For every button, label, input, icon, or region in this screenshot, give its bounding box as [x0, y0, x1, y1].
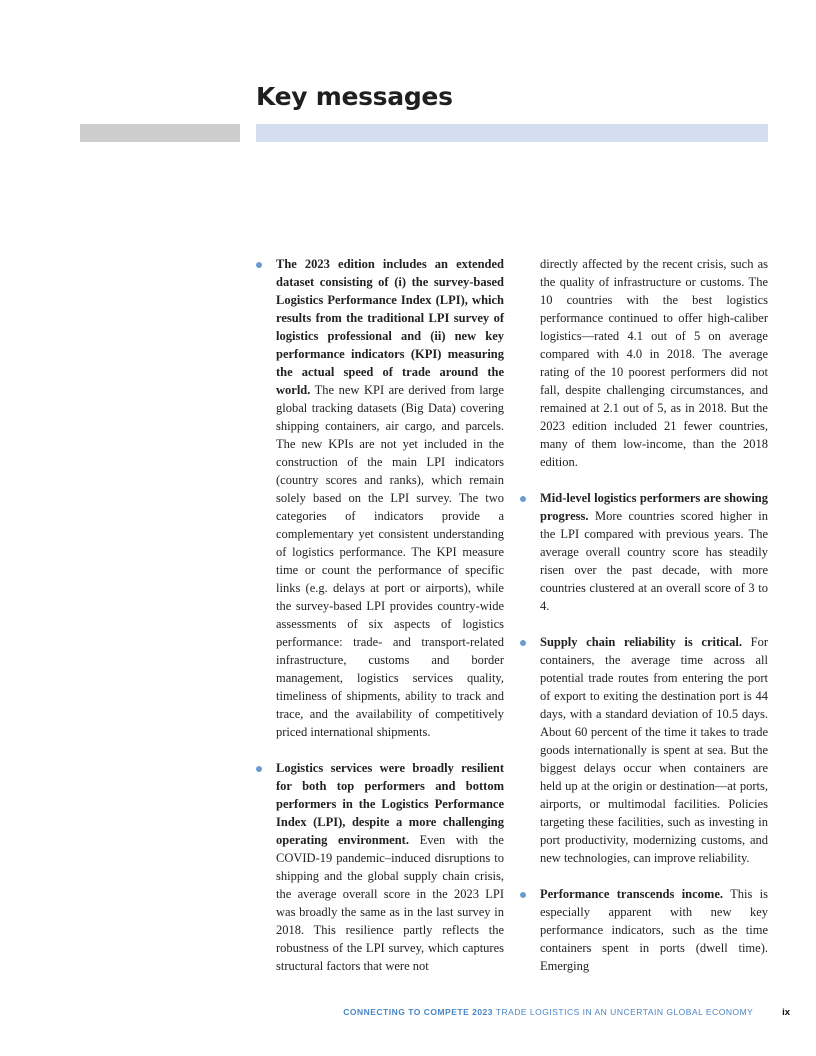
bullet-icon: [520, 496, 526, 502]
message-body: This is especially apparent with new key performance indicators, such as the time containers spent in ports (dwell time). Emerging: [540, 887, 768, 973]
message-item-4: [520, 633, 768, 867]
message-body: The new KPI are derived from large global tracking datasets (Big Data) covering shipping containers, air cargo, and parcels. The new KPIs are not yet included in the construction of the main LPI indicators (country scores and ranks), which remain solely based on the LPI survey. The two categories of indicators provide a complementary yet consistent understanding of logistics performance. The KPI measure time or count the performance of specific links (e.g. delays at port or airports), while the survey-based LPI provides country-wide assessments of six aspects of logistics performance: trade- and transport-related infrastructure, customs and border management, logistics services quality, timeliness of shipments, ability to track and trace, and the availability of competitively priced international shipments.: [276, 383, 504, 739]
bullet-icon: [256, 262, 262, 268]
page-title: Key messages: [256, 82, 453, 111]
page-footer: [343, 1007, 790, 1018]
message-lead: Mid-level logistics performers are showing progress.: [540, 491, 768, 523]
message-lead: Logistics services were broadly resilient for both top performers and bottom performers in the Logistics Performance Index (LPI), despite a more challenging operating environment.: [276, 761, 504, 847]
message-body: More countries scored higher in the LPI compared with previous years. The average overall country score has steadily risen over the past decade, with more countries clustered at an overall score of 3 to 4.: [540, 509, 768, 613]
message-body: For containers, the average time across all potential trade routes from entering the port of export to exiting the destination port is 44 days, with a standard deviation of 10.5 days. About 60 percent of the time it takes to trade goods internationally is spent at sea. But the biggest delays occur when containers are held up at the origin or destination—at ports, airports, or multimodal facilities. Policies targeting these facilities, such as investing in port productivity, modernizing customs, and new technologies, can improve reliability.: [540, 635, 768, 865]
footer-series: CONNECTING TO COMPETE 2023: [343, 1007, 494, 1017]
right-column: [520, 255, 768, 993]
message-continuation: directly affected by the recent crisis, such as the quality of infrastructure or customs. The 10 countries with the best logistics performance continued to offer high-caliber logistics—rated 4.1 out of 5 on average compared with 4.0 in 2018. The average rating of the 10 poorest performers did not fall, despite challenging circumstances, and remained at 2.1 out of 5, as in 2018. But the 2023 edition included 21 fewer countries, many of them low-income, than the 2018 edition.: [540, 257, 768, 469]
page-number: ix: [782, 1007, 790, 1018]
message-lead: Performance transcends income.: [540, 887, 724, 901]
message-item-5: [520, 885, 768, 975]
bullet-icon: [256, 766, 262, 772]
message-item-1: [256, 255, 504, 741]
bullet-icon: [520, 640, 526, 646]
message-item-2: [256, 759, 504, 975]
message-lead: Supply chain reliability is critical.: [540, 635, 742, 649]
header-bar-blue: [256, 124, 768, 142]
header-bar-gray: [80, 124, 240, 142]
message-body: Even with the COVID-19 pandemic–induced disruptions to shipping and the global supply chain crisis, the average overall score in the 2023 LPI was broadly the same as in the last survey in 2018. This resilience partly reflects the robustness of the LPI survey, which captures structural factors that were not: [276, 833, 504, 973]
left-column: [256, 255, 504, 993]
bullet-icon: [520, 892, 526, 898]
message-item-2-continued: [520, 255, 768, 471]
footer-subtitle: TRADE LOGISTICS IN AN UNCERTAIN GLOBAL ECONOMY: [495, 1007, 754, 1017]
message-item-3: [520, 489, 768, 615]
message-lead: The 2023 edition includes an extended dataset consisting of (i) the survey-based Logistics Performance Index (LPI), which results from the traditional LPI survey of logistics professional and (ii) new key performance indicators (KPI) measuring the actual speed of trade around the world.: [276, 257, 504, 397]
